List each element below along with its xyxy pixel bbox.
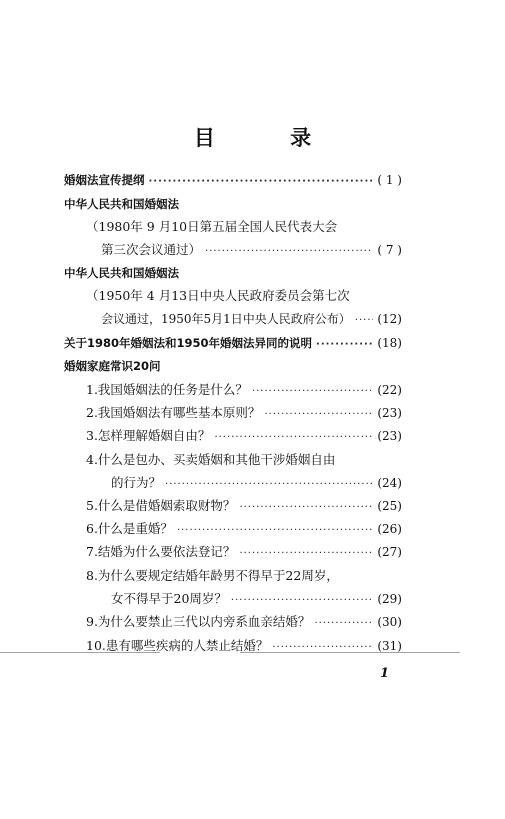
dot-leader <box>149 172 374 192</box>
toc-entry-3-text: 第三次会议通过） <box>101 242 202 257</box>
page-number: 1 <box>380 666 390 681</box>
toc-entry-7-page: (18) <box>377 336 402 350</box>
toc-entry-9 <box>86 380 402 400</box>
toc-entry-2-text: （1980年 9 月10日第五届全国人民代表大会 <box>86 219 338 234</box>
toc-entry-8-text: 婚姻家庭常识20问 <box>64 359 161 373</box>
toc-entry-9-page: (22) <box>377 383 402 397</box>
dot-leader <box>316 335 373 355</box>
toc-entry-20-page: (31) <box>377 639 402 653</box>
toc-entry-2 <box>86 217 337 237</box>
toc-entry-13-page: (24) <box>377 476 402 490</box>
scan-rule-left <box>0 652 160 653</box>
toc-entry-17-text: 8.为什么要规定结婚年龄男不得早于22周岁， <box>86 568 339 583</box>
dot-leader <box>205 242 373 262</box>
toc-entry-16 <box>86 542 402 562</box>
toc-entry-18 <box>111 589 402 609</box>
toc-entry-1 <box>64 194 179 214</box>
toc-entry-8 <box>64 356 161 376</box>
toc-entry-7-text: 关于1980年婚姻法和1950年婚姻法异同的说明 <box>64 336 313 350</box>
toc-entry-1-text: 中华人民共和国婚姻法 <box>64 197 179 211</box>
dot-leader <box>272 638 373 658</box>
dot-leader <box>239 544 373 564</box>
toc-entry-20 <box>86 636 402 656</box>
toc-entry-6-text: 会议通过，1950年5月1日中央人民政府公布） <box>101 312 351 326</box>
toc-entry-13-text: 的行为？ <box>111 475 162 490</box>
toc-entry-11-text: 3.怎样理解婚姻自由？ <box>86 428 211 443</box>
toc-entry-4-text: 中华人民共和国婚姻法 <box>64 266 179 280</box>
toc-entry-3 <box>101 240 402 260</box>
toc-entry-15-page: (26) <box>377 522 402 536</box>
toc-entry-14-page: (25) <box>377 499 402 513</box>
toc-entry-20-text: 10.患有哪些疾病的人禁止结婚？ <box>86 638 269 653</box>
toc-entry-16-text: 7.结婚为什么要依法登记？ <box>86 544 236 559</box>
toc-entry-0 <box>64 170 402 190</box>
toc-entry-14 <box>86 496 402 516</box>
toc-entry-18-text: 女不得早于20周岁？ <box>111 591 227 606</box>
dot-leader <box>165 475 373 495</box>
dot-leader <box>355 311 374 331</box>
dot-leader <box>214 428 373 448</box>
toc-entry-9-text: 1.我国婚姻法的任务是什么？ <box>86 382 248 397</box>
toc-entry-3-page: ( 7 ) <box>377 243 402 257</box>
toc-entry-4 <box>64 263 179 283</box>
toc-entry-19-page: (30) <box>377 615 402 629</box>
toc-entry-16-page: (27) <box>377 545 402 559</box>
toc-entry-11-page: (23) <box>377 429 402 443</box>
toc-entry-15 <box>86 519 402 539</box>
dot-leader <box>314 614 373 634</box>
toc-entry-15-text: 6.什么是重婚？ <box>86 521 173 536</box>
toc-entry-12 <box>86 450 335 470</box>
dot-leader <box>177 521 373 541</box>
dot-leader <box>239 498 373 518</box>
toc-entry-7 <box>64 333 402 353</box>
toc-entry-5-text: （1950年 4 月13日中央人民政府委员会第七次 <box>86 288 350 303</box>
scan-rule-right <box>240 652 460 653</box>
toc-entry-12-text: 4.什么是包办、买卖婚姻和其他干涉婚姻自由 <box>86 452 336 467</box>
toc-entry-10-text: 2.我国婚姻法有哪些基本原则？ <box>86 405 261 420</box>
page-title: 目 录 <box>193 126 346 150</box>
toc-entry-10 <box>86 403 402 423</box>
toc-entry-6-page: (12) <box>377 312 402 326</box>
toc-entry-18-page: (29) <box>377 592 402 606</box>
toc-entry-0-page: ( 1 ) <box>377 173 402 187</box>
toc-entry-13 <box>111 473 402 493</box>
toc-entry-19-text: 9.为什么要禁止三代以内旁系血亲结婚？ <box>86 614 311 629</box>
toc-entry-0-text: 婚姻法宣传提纲 <box>64 173 145 187</box>
toc-entry-14-text: 5.什么是借婚姻索取财物？ <box>86 498 236 513</box>
toc-entry-17 <box>86 566 339 586</box>
toc-entry-19 <box>86 612 402 632</box>
toc-entry-6 <box>101 309 402 329</box>
dot-leader <box>252 382 373 402</box>
toc-entry-11 <box>86 426 402 446</box>
dot-leader <box>264 405 373 425</box>
toc-entry-5 <box>86 286 350 306</box>
dot-leader <box>231 591 373 611</box>
toc-entry-10-page: (23) <box>377 406 402 420</box>
